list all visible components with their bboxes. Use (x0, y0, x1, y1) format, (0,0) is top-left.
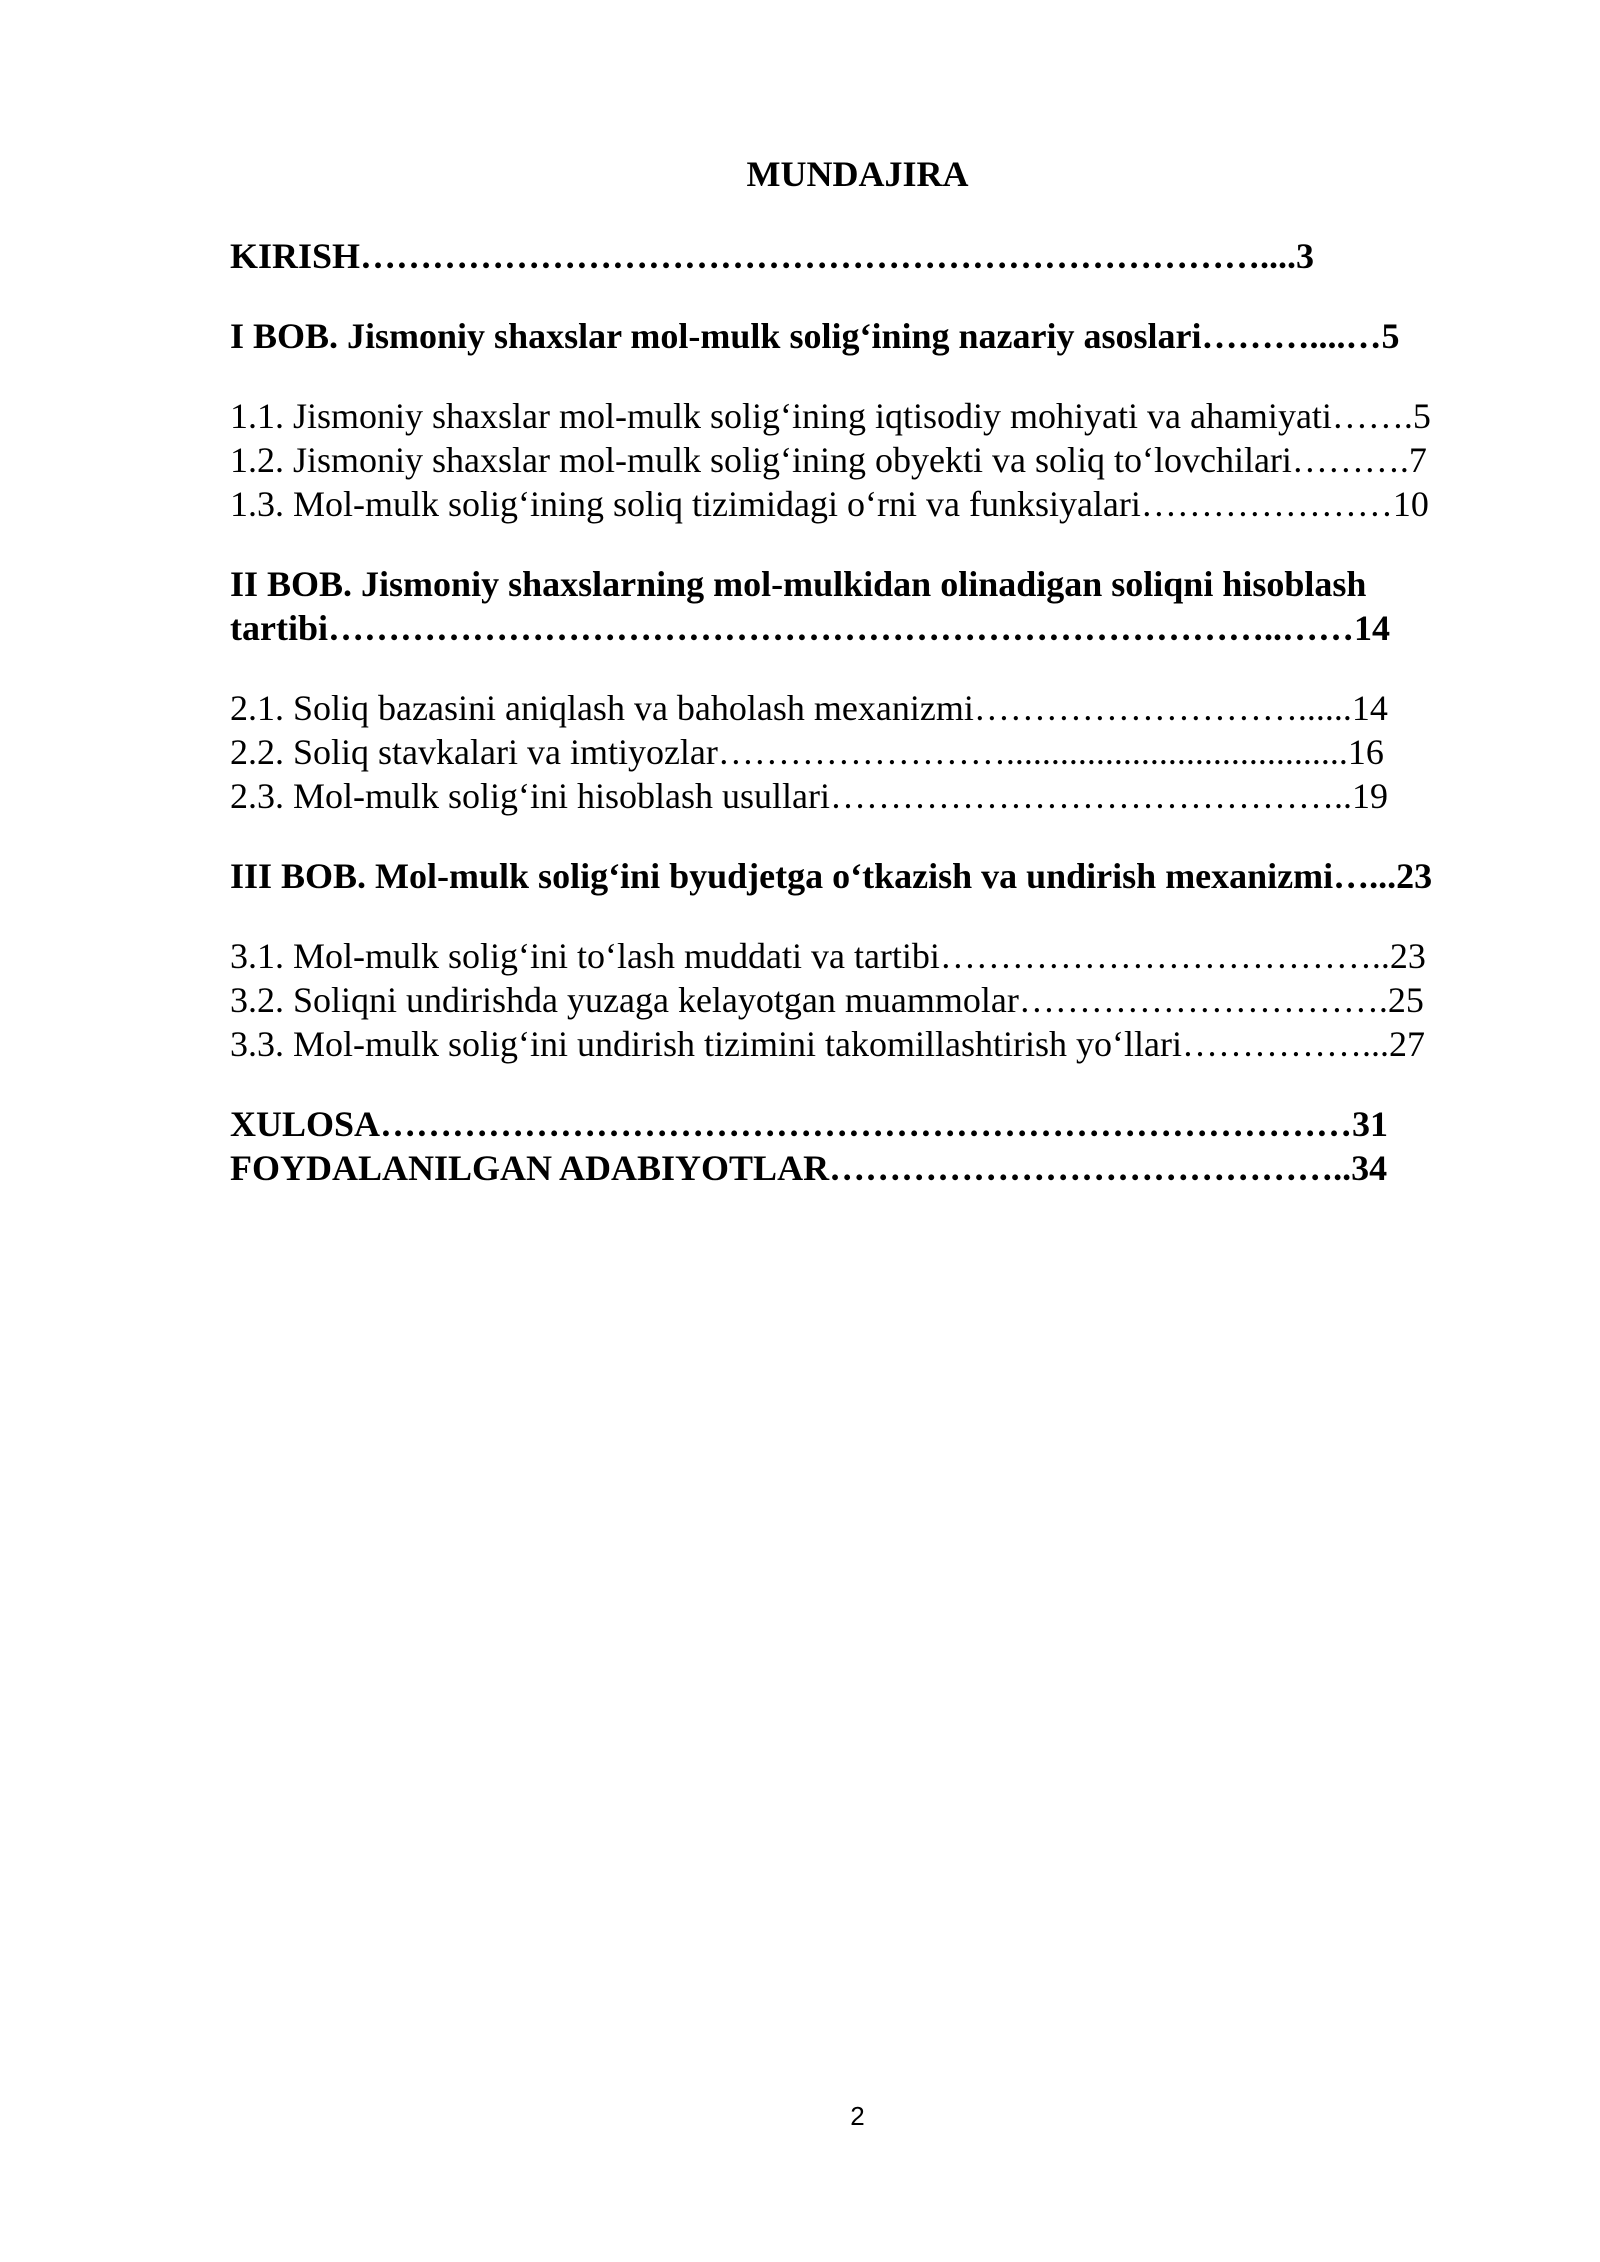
toc-entry-chapter-2: II BOB. Jismoniy shaxslarning mol-mulkidan olinadigan soliqni hisoblash tartibi……………………………………………………………………..……14 (230, 564, 1390, 648)
page-number: 2 (850, 2101, 865, 2131)
toc-entry-section-3-3: 3.3. Mol-mulk solig‘ini undirish tizimini takomillashtirish yo‘llari……………...27 (230, 1024, 1425, 1064)
toc-entry-section-2-3: 2.3. Mol-mulk solig‘ini hisoblash usullari……………………………………..19 (230, 776, 1388, 816)
toc-entry-section-1-3: 1.3. Mol-mulk solig‘ining soliq tizimidagi o‘rni va funksiyalari…………………10 (230, 484, 1429, 524)
table-of-contents (230, 234, 1490, 1190)
toc-entry-section-2-1: 2.1. Soliq bazasini aniqlash va baholash mexanizmi………………………......14 (230, 688, 1388, 728)
toc-entry-chapter-1: I BOB. Jismoniy shaxslar mol-mulk solig‘ining nazariy asoslari………....…5 (230, 316, 1400, 356)
toc-entry-references: FOYDALANILGAN ADABIYOTLAR……………………………………..34 (230, 1148, 1388, 1188)
toc-entry-section-2-2: 2.2. Soliq stavkalari va imtiyozlar……………………......................................16 (230, 732, 1384, 772)
document-title: MUNDAJIRA (746, 154, 969, 194)
toc-entry-introduction: KIRISH…………………………………………………………………....3 (230, 236, 1315, 276)
toc-entry-chapter-3: III BOB. Mol-mulk solig‘ini byudjetga o‘tkazish va undirish mexanizmi…...23 (230, 856, 1433, 896)
toc-entry-conclusion: XULOSA………………………………………………………………………31 (230, 1104, 1389, 1144)
toc-entry-section-1-1: 1.1. Jismoniy shaxslar mol-mulk solig‘ining iqtisodiy mohiyati va ahamiyati…….5 (230, 396, 1431, 436)
toc-entry-section-3-1: 3.1. Mol-mulk solig‘ini to‘lash muddati va tartibi………………………………..23 (230, 936, 1426, 976)
toc-entry-section-3-2: 3.2. Soliqni undirishda yuzaga kelayotgan muammolar………………………….25 (230, 980, 1424, 1020)
toc-entry-section-1-2: 1.2. Jismoniy shaxslar mol-mulk solig‘ining obyekti va soliq to‘lovchilari……….7 (230, 440, 1427, 480)
